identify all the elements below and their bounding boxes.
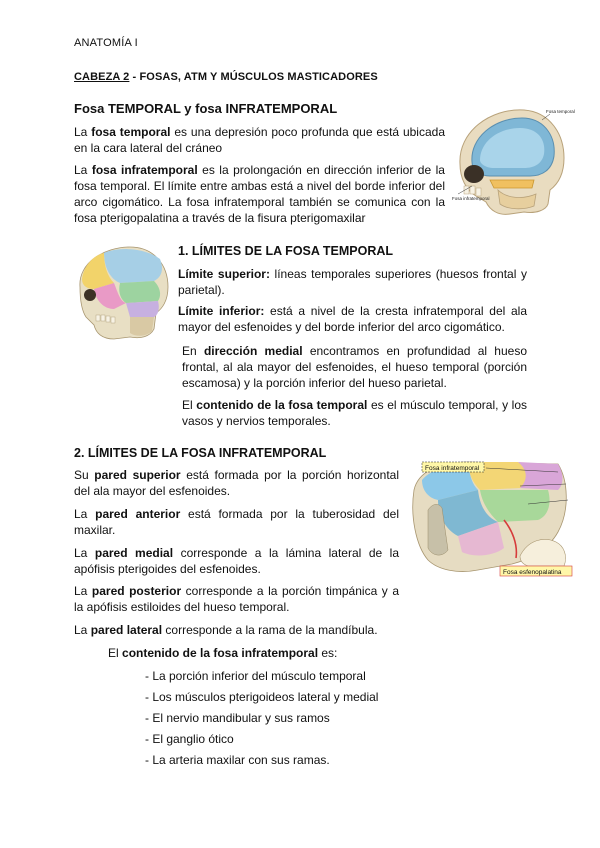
list-item: - La arteria maxilar con sus ramas. [145,753,330,767]
section-title-limites-infratemporal: 2. LÍMITES DE LA FOSA INFRATEMPORAL [74,446,327,460]
section-title-limites-temporal: 1. LÍMITES DE LA FOSA TEMPORAL [178,244,394,258]
section-title-fosas: Fosa TEMPORAL y fosa INFRATEMPORAL [74,101,338,116]
fig1-label-top: Fosa temporal [546,109,575,114]
fig1-label-bottom: Fosa infratemporal [452,196,490,201]
list-item: - El ganglio ótico [145,732,234,746]
document-header: ANATOMÍA I [74,37,138,49]
chapter-label: CABEZA 2 [74,71,130,83]
pared-superior: Su pared superior está formada por la porción horizontal del ala mayor del esfenoides. [74,468,400,498]
infratemporal-illustration [408,460,574,580]
list-item: - Los músculos pterigoideos lateral y medial [145,690,379,704]
pared-medial: La pared medial corresponde a la lámina lateral de la apófisis pterigoides del esfenoides. [74,546,400,576]
pared-anterior: La pared anterior está formada por la tuberosidad del maxilar. [74,507,399,537]
skull-figure-bones [74,243,170,340]
contenido-fosa-infratemporal: El contenido de la fosa infratemporal es: [108,646,338,660]
chapter-rest: - FOSAS, ATM Y MÚSCULOS MASTICADORES [129,71,378,83]
direccion-medial-temporal: En dirección medial encontramos en profundidad al hueso frontal, al ala mayor del esfenoides, el hueso temporal (porción escamosa) y la porción inferior del hueso parietal. [182,344,527,390]
fig3-label-top: Fosa infratemporal [425,465,480,472]
paragraph-fosa-temporal: La fosa temporal es una depresión poco profunda que está ubicada en la cara lateral del cráneo [74,125,445,155]
paragraph-fosa-infratemporal: La fosa infratemporal es la prolongación en dirección inferior de la fosa temporal. El límite entre ambas está a nivel del borde inferior del arco cigomático. La fosa infratemporal también se comunica con la fosa pterigopalatina a través de la fisura pterigomaxilar [74,163,445,225]
limite-superior-temporal: Límite superior: líneas temporales superiores (huesos frontal y parietal). [178,267,527,297]
skull-lateral-illustration [450,104,575,219]
chapter-title [74,71,378,83]
skull-figure-temporal [450,104,575,219]
pared-posterior: La pared posterior corresponde a la porción timpánica y a la apófisis estiloides del hueso temporal. [74,584,399,614]
pared-lateral: La pared lateral corresponde a la rama de la mandíbula. [74,623,378,637]
contenido-fosa-temporal: El contenido de la fosa temporal es el músculo temporal, y los vasos y nervios temporales. [182,398,528,428]
fig3-label-bottom: Fosa esfenopalatina [503,569,562,576]
limite-inferior-temporal: Límite inferior: está a nivel de la cresta infratemporal del ala mayor del esfenoides y del borde inferior del arco cigomático. [178,304,527,334]
list-item: - La porción inferior del músculo temporal [145,669,366,683]
list-item: - El nervio mandibular y sus ramos [145,711,330,725]
skull-figure-infratemporal [408,460,574,580]
skull-bones-illustration [74,243,170,340]
